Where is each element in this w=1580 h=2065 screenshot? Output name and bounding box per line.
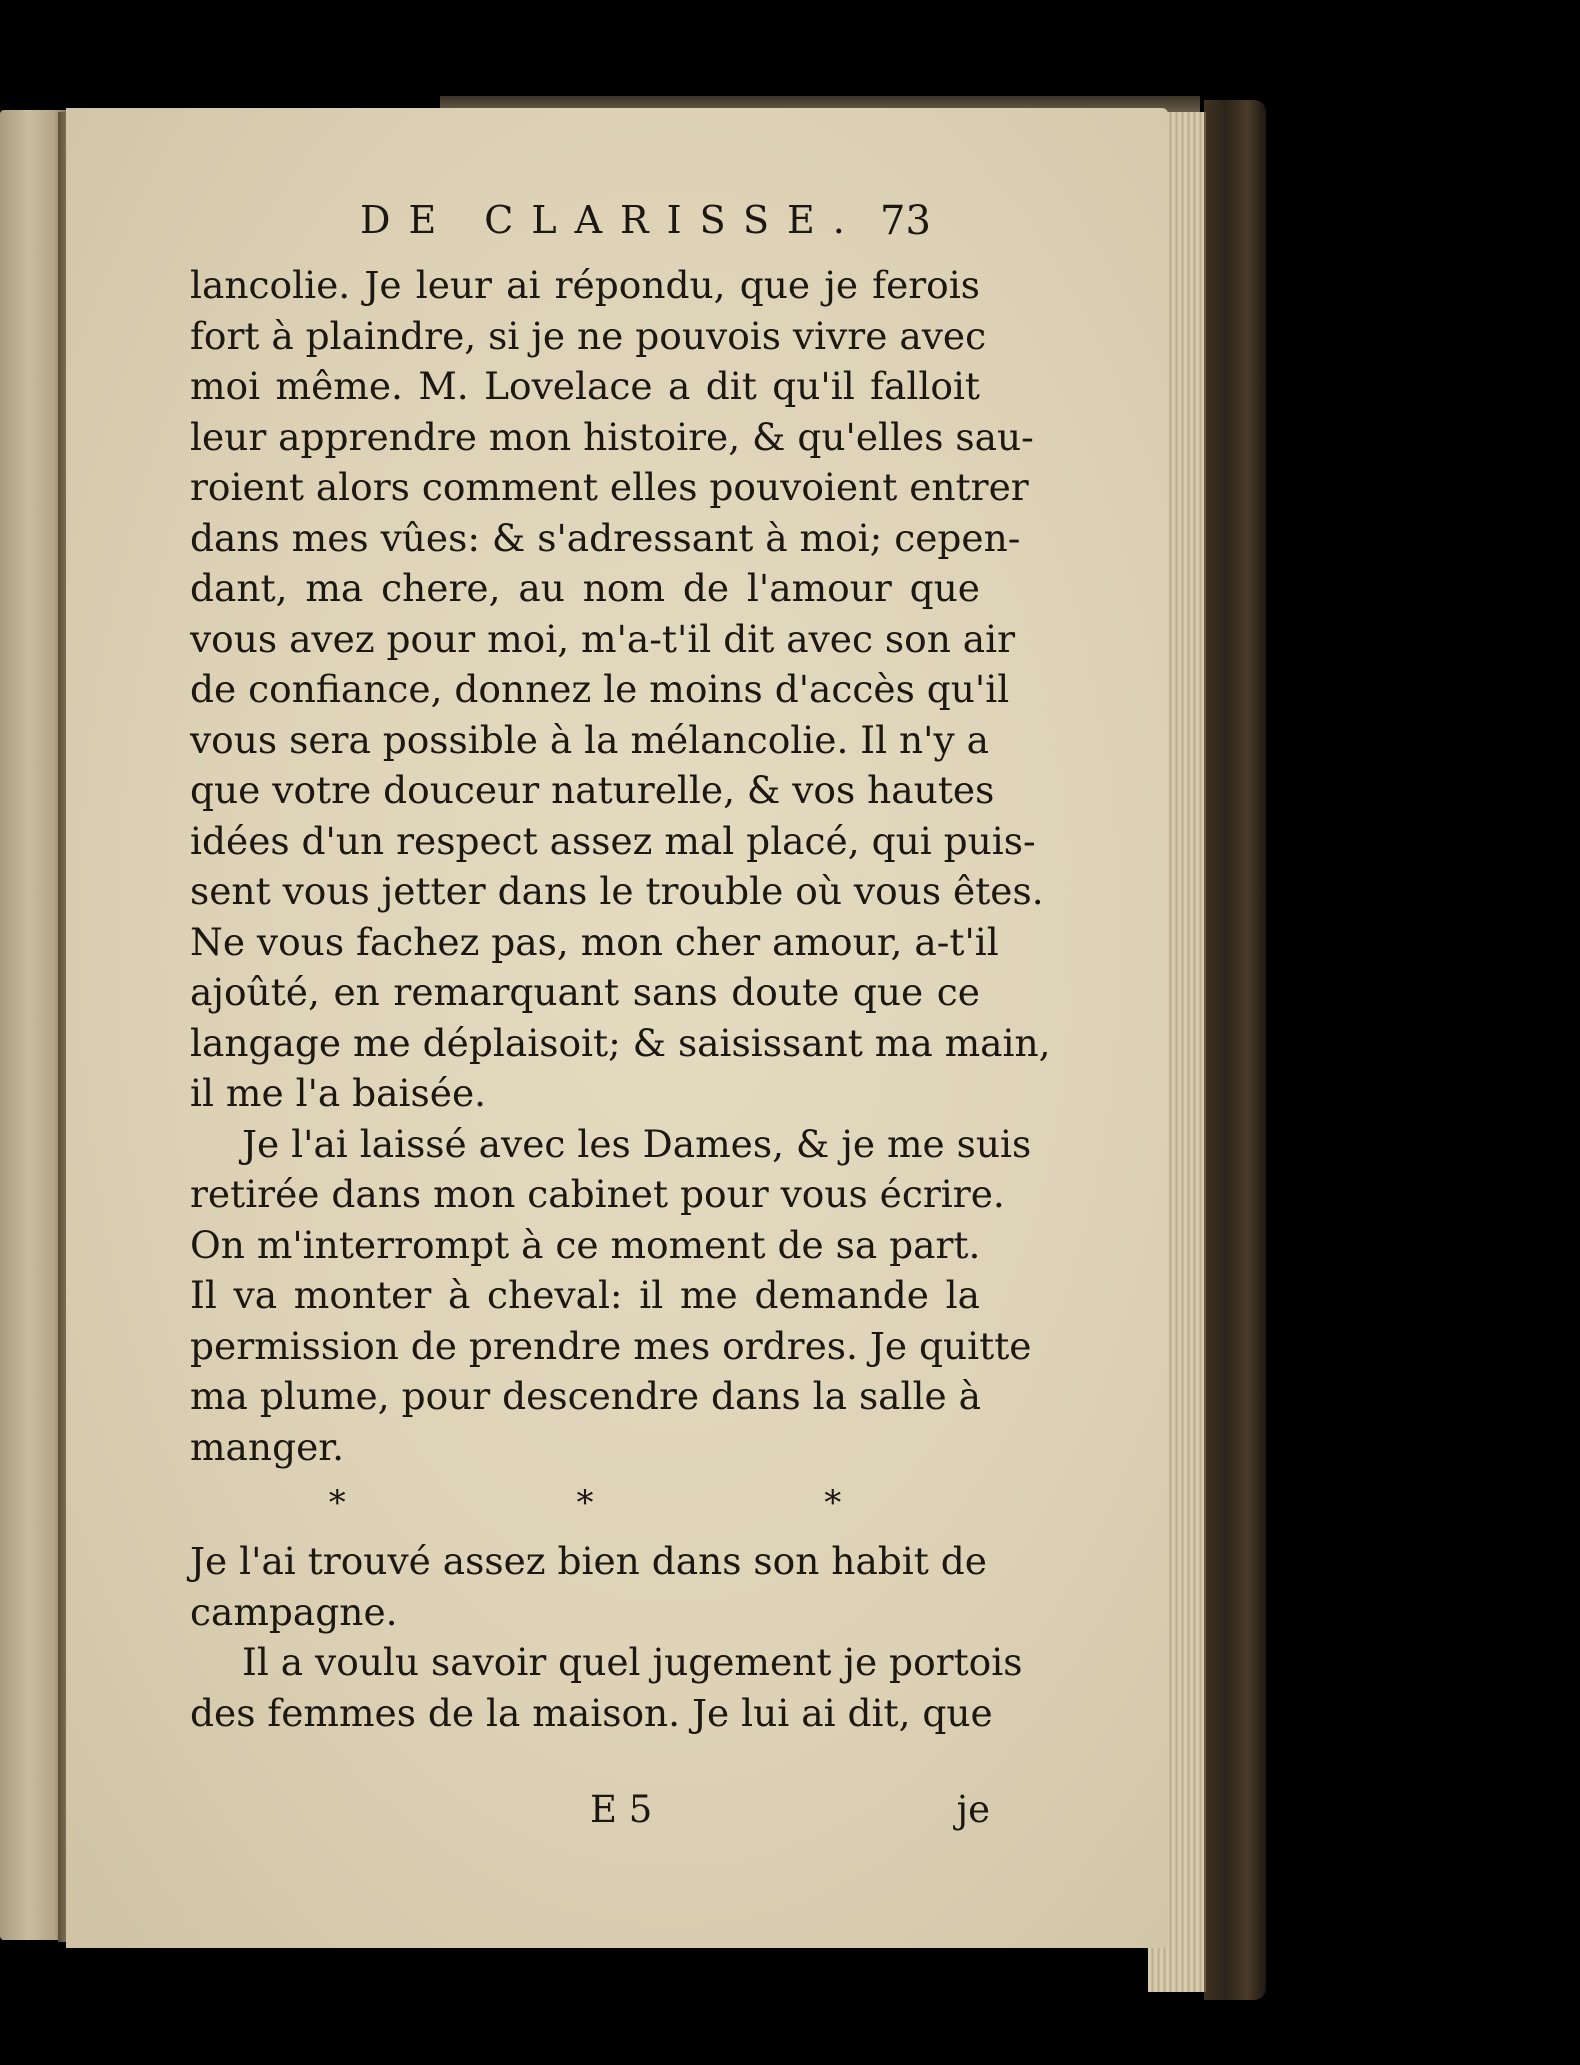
text-line: fort à plaindre, si je ne pouvois vivre avec <box>190 313 987 358</box>
text-line: Ne vous fachez pas, mon cher amour, a-t'il <box>190 919 999 964</box>
catchword: je <box>956 1788 990 1831</box>
page-header <box>360 198 960 248</box>
text-line: idées d'un respect assez mal placé, qui puis- <box>190 818 1036 863</box>
text-line: que votre douceur naturelle, & vos hautes <box>190 768 995 812</box>
text-line: manger. <box>190 1424 344 1469</box>
text-line: ma plume, pour descendre dans la salle à <box>190 1374 981 1418</box>
running-head: DE CLARISSE. <box>360 198 863 242</box>
text-line: ajoûté, en remarquant sans doute que ce <box>190 970 980 1014</box>
text-line: permission de prendre mes ordres. Je quitte <box>190 1323 1032 1368</box>
section-separator: * * * <box>328 1483 952 1523</box>
text-line: lancolie. Je leur ai répondu, que je ferois <box>190 263 980 307</box>
text-line: leur apprendre mon histoire, & qu'elles sau- <box>190 414 1034 459</box>
text-line: roient alors comment elles pouvoient entrer <box>190 465 1029 509</box>
text-line: dans mes vûes: & s'adressant à moi; cepen- <box>190 515 1021 560</box>
text-line: moi même. M. Lovelace a dit qu'il falloit <box>190 364 980 408</box>
text-line: On m'interrompt à ce moment de sa part. <box>190 1222 981 1267</box>
text-line: campagne. <box>190 1589 398 1634</box>
text-line: langage me déplaisoit; & saisissant ma main, <box>190 1020 1051 1065</box>
text-line: il me l'a baisée. <box>190 1071 487 1115</box>
page-body <box>190 260 1051 1738</box>
text-line: Il va monter à cheval: il me demande la <box>190 1273 980 1317</box>
text-line: de confiance, donnez le moins d'accès qu'il <box>190 667 1010 711</box>
text-line: vous sera possible à la mélancolie. Il n'y a <box>190 717 989 762</box>
book-cover-edge <box>1204 100 1266 2000</box>
text-line: sent vous jetter dans le trouble où vous êtes. <box>190 869 1044 913</box>
page-footer <box>190 1788 990 1838</box>
text-line: vous avez pour moi, m'a-t'il dit avec son air <box>190 616 1016 661</box>
text-line: dant, ma chere, au nom de l'amour que <box>190 566 980 610</box>
text-line-paragraph-start: Il a voulu savoir quel jugement je portois <box>242 1640 1023 1684</box>
text-line: des femmes de la maison. Je lui ai dit, que <box>190 1690 993 1735</box>
signature-mark: E 5 <box>590 1788 653 1831</box>
text-line: retirée dans mon cabinet pour vous écrire. <box>190 1172 1005 1216</box>
text-line-paragraph-start: Je l'ai laissé avec les Dames, & je me suis <box>242 1121 1032 1166</box>
page-number: 73 <box>880 198 931 244</box>
text-line-section-start: Je l'ai trouvé assez bien dans son habit de <box>190 1539 987 1583</box>
